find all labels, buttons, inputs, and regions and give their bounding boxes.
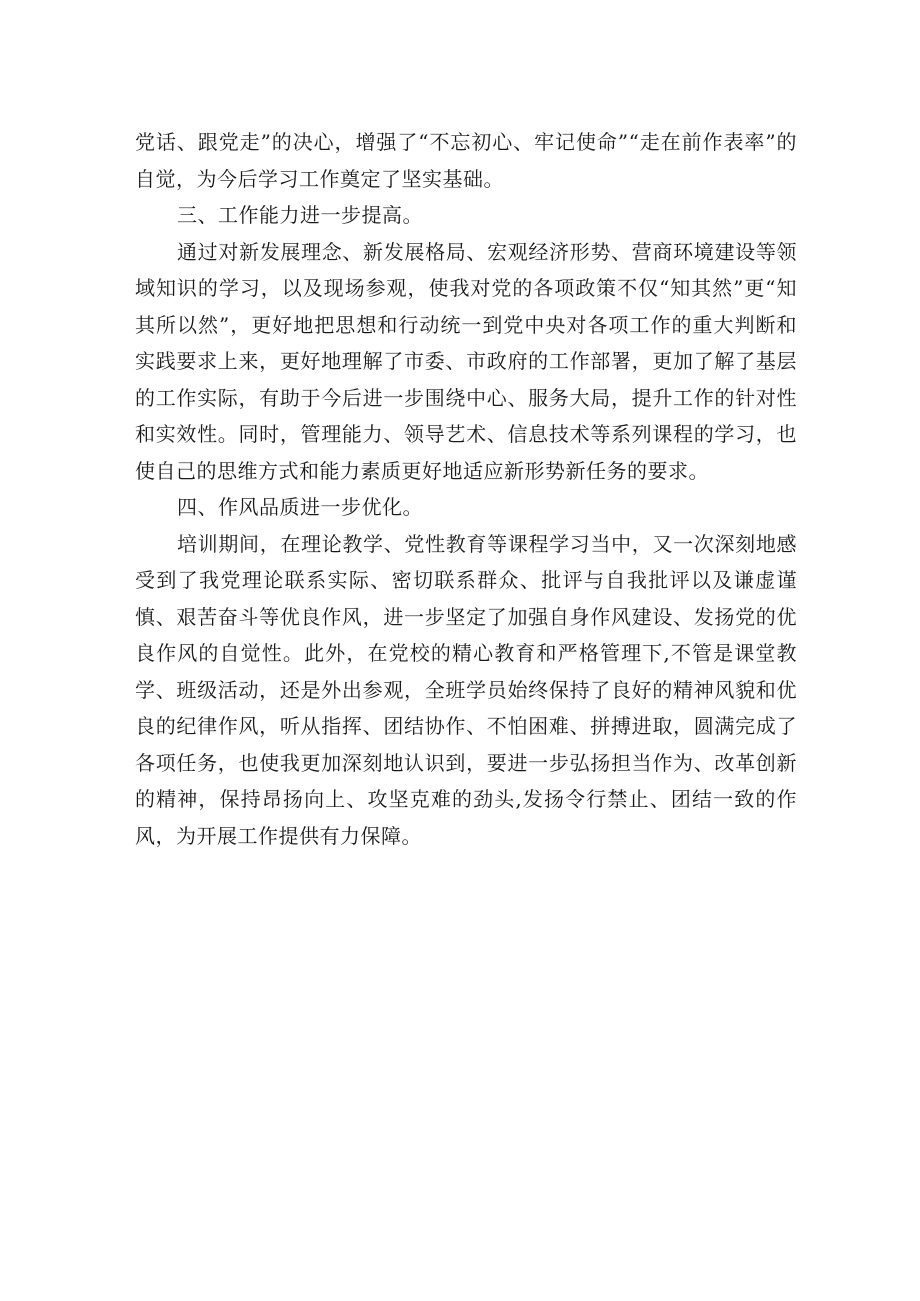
paragraph-work-ability: 通过对新发展理念、新发展格局、宏观经济形势、营商环境建设等领域知识的学习，以及现场参观，使我对党的各项政策不仅“知其然”更“知其所以然”，更好地把思想和行动统一到党中央对各项工作的重大判断和实践要求上来，更好地理解了市委、市政府的工作部署，更加了解了基层的工作实际，有助于今后进一步围绕中心、服务大局，提升工作的针对性和实效性。同时，管理能力、领导艺术、信息技术等系列课程的学习，也使自己的思维方式和能力素质更好地适应新形势新任务的要求。 <box>135 239 797 483</box>
paragraph-continuation: 党话、跟党走”的决心，增强了“不忘初心、牢记使命”“走在前作表率”的自觉，为今后学习工作奠定了坚实基础。 <box>135 130 797 191</box>
section-heading-four: 四、作风品质进一步优化。 <box>177 495 423 519</box>
section-heading-three: 三、工作能力进一步提高。 <box>177 203 423 227</box>
document-body <box>135 124 797 854</box>
paragraph-work-style: 培训期间，在理论教学、党性教育等课程学习当中，又一次深刻地感受到了我党理论联系实际、密切联系群众、批评与自我批评以及谦虚谨慎、艰苦奋斗等优良作风，进一步坚定了加强自身作风建设、发扬党的优良作风的自觉性。此外，在党校的精心教育和严格管理下,不管是课堂教学、班级活动，还是外出参观，全班学员始终保持了良好的精神风貌和优良的纪律作风，听从指挥、团结协作、不怕困难、拼搏进取，圆满完成了各项任务，也使我更加深刻地认识到，要进一步弘扬担当作为、改革创新的精神，保持昂扬向上、攻坚克难的劲头,发扬令行禁止、团结一致的作风，为开展工作提供有力保障。 <box>135 531 797 848</box>
